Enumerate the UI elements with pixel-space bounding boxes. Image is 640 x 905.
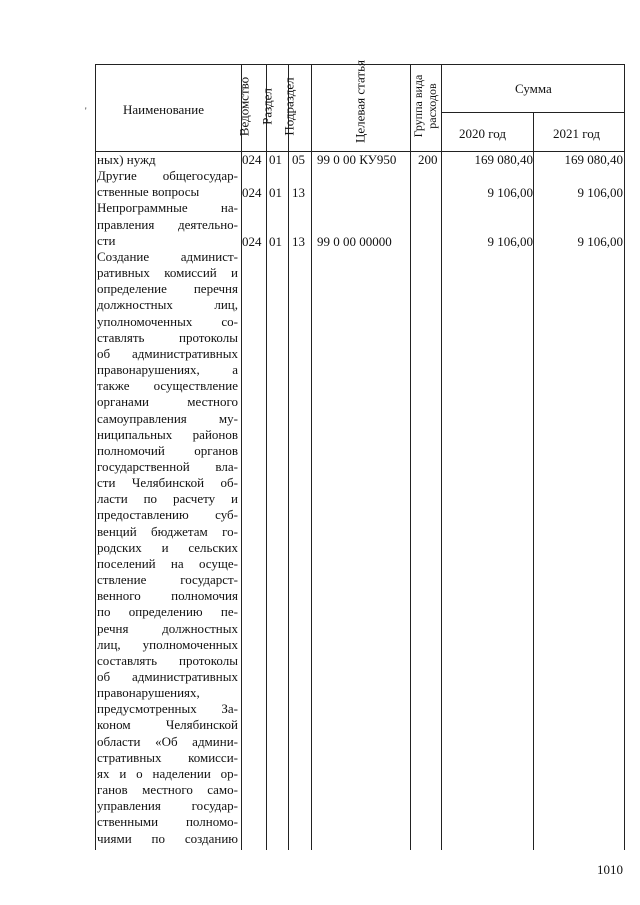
name-line: определение перечня <box>97 281 238 297</box>
row2-v2020: 9 106,00 <box>487 185 533 200</box>
margin-mark: ' <box>85 106 87 116</box>
row2-v2021: 9 106,00 <box>577 185 623 200</box>
name-line: коном Челябинской <box>97 717 238 733</box>
header-sum: Сумма <box>515 81 552 96</box>
col-border-2 <box>266 64 267 850</box>
name-line: составлять протоколы <box>97 652 238 668</box>
name-line: речня должностных <box>97 620 238 636</box>
name-line: об административных <box>97 345 238 361</box>
header-subsection: Подраздел <box>281 77 297 136</box>
name-line: ганов местного само- <box>97 782 238 798</box>
col-border-3 <box>288 64 289 850</box>
name-line: управления государ- <box>97 798 238 814</box>
header-dept: Ведомство <box>236 76 252 137</box>
name-line: Другие общегосудар- <box>97 168 238 184</box>
name-line: уполномоченных со- <box>97 313 238 329</box>
name-line: области «Об админи- <box>97 733 238 749</box>
name-line: ственные вопросы <box>97 184 200 200</box>
row1-v2020: 169 080,40 <box>474 152 533 167</box>
col-border-4 <box>311 64 312 850</box>
row3-subsection: 13 <box>292 234 305 249</box>
name-line: родских и сельских <box>97 539 238 555</box>
name-line: самоуправления му- <box>97 410 238 426</box>
name-line: сти <box>97 232 116 248</box>
col-border-6 <box>441 64 442 850</box>
name-line: венций бюджетам го- <box>97 523 238 539</box>
col-border-8 <box>624 64 625 850</box>
name-line: об административных <box>97 669 238 684</box>
budget-table <box>95 60 625 850</box>
name-line: Создание админист- <box>97 248 238 264</box>
name-line: правонарушениях, а <box>97 362 238 378</box>
row3-section: 01 <box>269 234 282 249</box>
header-year-2020: 2020 год <box>459 126 506 141</box>
header-group-text: Группа вида расходов <box>411 74 439 138</box>
header-name: Наименование <box>123 102 204 117</box>
name-line: предоставлению суб- <box>97 507 238 523</box>
name-line: стративных комисси- <box>97 749 238 765</box>
name-line: лиц, уполномоченных <box>97 636 238 652</box>
name-line: органами местного <box>97 394 238 410</box>
row2-dept: 024 <box>242 185 262 200</box>
name-line: ственными полномо- <box>97 814 238 830</box>
row1-target: 99 0 00 КУ950 <box>317 152 397 167</box>
row2-section: 01 <box>269 185 282 200</box>
name-line: ставлять протоколы <box>97 329 238 345</box>
row3-v2021: 9 106,00 <box>577 234 623 249</box>
name-column <box>97 152 238 847</box>
name-line: ных) нужд <box>97 152 156 167</box>
row1-group: 200 <box>418 152 438 167</box>
name-line: полномочий органов <box>97 442 238 458</box>
col-border-5 <box>410 64 411 850</box>
page-number: 1010 <box>597 862 623 877</box>
col-border-7 <box>533 112 534 850</box>
header-target <box>353 57 368 147</box>
name-line: ративных комиссий и <box>97 265 238 281</box>
name-line: должностных лиц, <box>97 297 238 313</box>
name-line: ях и о наделении ор- <box>97 765 238 781</box>
name-line: предусмотренных За- <box>97 701 238 717</box>
name-line: также осуществление <box>97 378 238 394</box>
row1-section: 01 <box>269 152 282 167</box>
row1-subsection: 05 <box>292 152 305 167</box>
row3-dept: 024 <box>242 234 262 249</box>
col-border-0 <box>95 64 96 850</box>
header-target-text: Целевая статья <box>352 60 368 144</box>
header-year-2021: 2021 год <box>553 126 600 141</box>
name-line: сти Челябинской об- <box>97 475 238 491</box>
row1-v2021: 169 080,40 <box>564 152 623 167</box>
name-line: поселений на осуще- <box>97 555 238 571</box>
header-group <box>411 61 439 151</box>
name-line: ласти по расчету и <box>97 491 238 507</box>
name-line: Непрограммные на- <box>97 200 238 216</box>
row2-subsection: 13 <box>292 185 305 200</box>
name-line: государственной вла- <box>97 458 238 474</box>
row3-target: 99 0 00 00000 <box>317 234 392 249</box>
name-line: правонарушениях, <box>97 685 200 701</box>
name-line: ниципальных районов <box>97 426 238 442</box>
col-border-1 <box>241 64 242 850</box>
row3-v2020: 9 106,00 <box>487 234 533 249</box>
name-line: чиями по созданию <box>97 830 238 846</box>
name-line: правления деятельно- <box>97 216 238 232</box>
name-line: венного полномочия <box>97 588 238 604</box>
name-line: ствление государст- <box>97 572 238 588</box>
header-section: Раздел <box>259 88 275 125</box>
row1-dept: 024 <box>242 152 262 167</box>
name-line: по определению пе- <box>97 604 238 620</box>
